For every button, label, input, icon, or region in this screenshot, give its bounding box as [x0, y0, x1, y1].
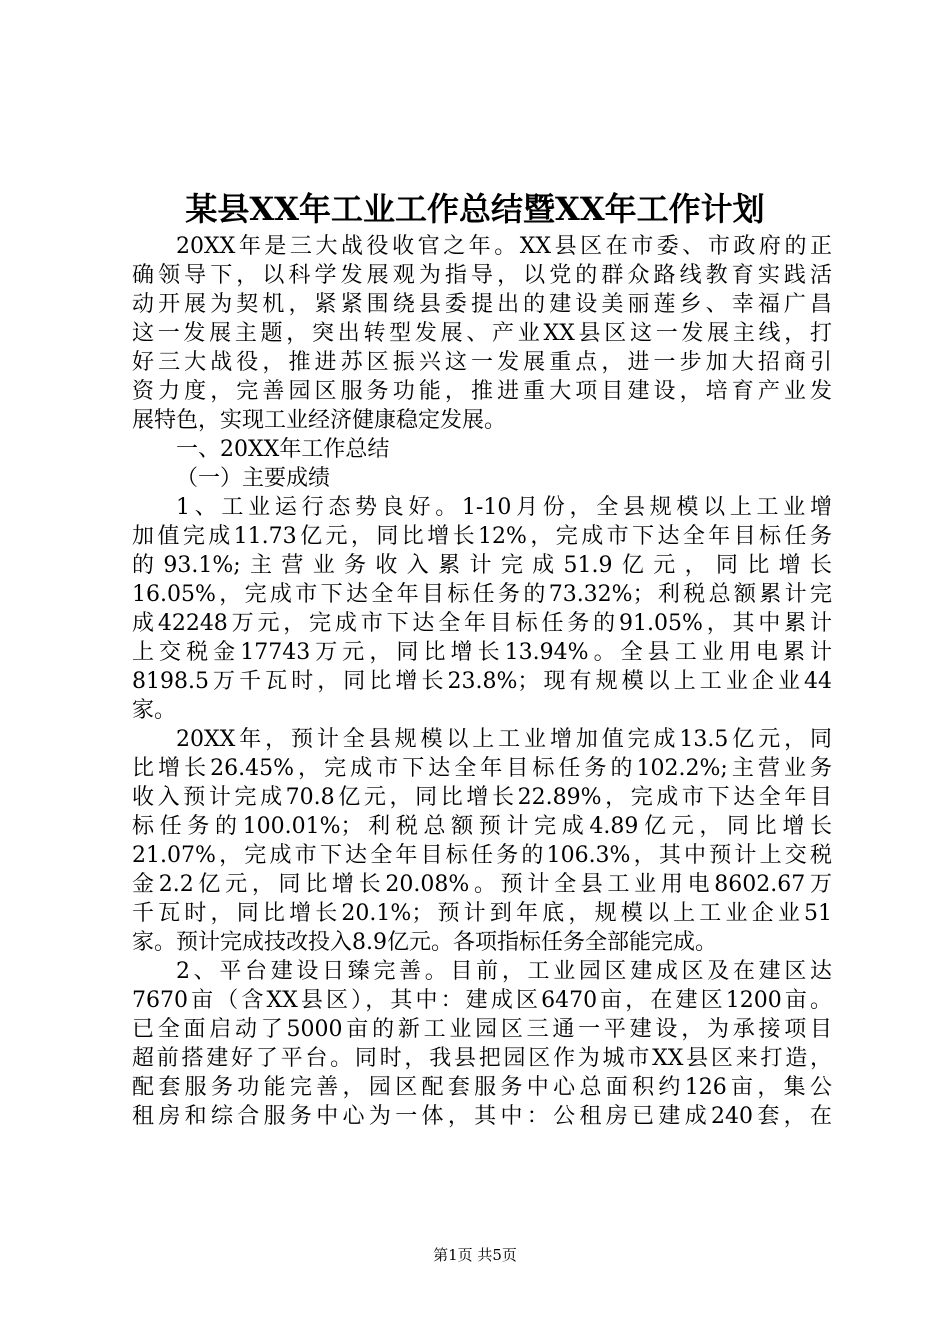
paragraph-line: 比增长26.45%，完成市下达全年目标任务的102.2%;主营业务	[132, 756, 832, 781]
section-heading: 一、20XX年工作总结	[176, 437, 390, 462]
paragraph-line: 7670亩（含XX县区），其中：建成区6470亩，在建区1200亩。	[132, 988, 832, 1013]
paragraph-line: 资力度，完善园区服务功能，推进重大项目建设，培育产业发	[132, 379, 832, 404]
paragraph-line: 成42248万元，完成市下达全年目标任务的91.05%，其中累计	[132, 611, 832, 636]
paragraph-line: 超前搭建好了平台。同时，我县把园区作为城市XX县区来打造，	[132, 1046, 832, 1071]
paragraph-line: 家。预计完成技改投入8.9亿元。各项指标任务全部能完成。	[132, 930, 717, 955]
paragraph-line: 已全面启动了5000亩的新工业园区三通一平建设，为承接项目	[132, 1017, 832, 1042]
paragraph-line: 2、平台建设日臻完善。目前，工业园区建成区及在建区达	[176, 959, 832, 984]
document-title: 某县XX年工业工作总结暨XX年工作计划	[185, 190, 765, 228]
paragraph-line: 这一发展主题，突出转型发展、产业XX县区这一发展主线，打	[132, 321, 832, 346]
page-number-footer: 第1页 共5页	[433, 1246, 517, 1264]
paragraph-line: 上交税金17743万元，同比增长13.94%。全县工业用电累计	[132, 640, 832, 665]
paragraph-line: 配套服务功能完善，园区配套服务中心总面积约126亩，集公	[132, 1075, 832, 1100]
paragraph-line: 1、工业运行态势良好。1-10月份，全县规模以上工业增	[176, 495, 832, 520]
paragraph-line: 好三大战役，推进苏区振兴这一发展重点，进一步加大招商引	[132, 350, 832, 375]
paragraph-line: 标任务的100.01%；利税总额预计完成4.89亿元，同比增长	[132, 814, 832, 839]
paragraph-line: 动开展为契机，紧紧围绕县委提出的建设美丽莲乡、幸福广昌	[132, 292, 832, 317]
paragraph-line: 20XX年是三大战役收官之年。XX县区在市委、市政府的正	[176, 234, 832, 259]
document-body	[132, 232, 832, 1131]
paragraph-line: 20XX年，预计全县规模以上工业增加值完成13.5亿元，同	[176, 727, 832, 752]
paragraph-line: 8198.5万千瓦时，同比增长23.8%；现有规模以上工业企业44	[132, 669, 832, 694]
paragraph-line: 展特色，实现工业经济健康稳定发展。	[132, 408, 507, 433]
paragraph-line: 收入预计完成70.8亿元，同比增长22.89%，完成市下达全年目	[132, 785, 832, 810]
paragraph-line: 16.05%，完成市下达全年目标任务的73.32%；利税总额累计完	[132, 582, 832, 607]
paragraph-line: 加值完成11.73亿元，同比增长12%，完成市下达全年目标任务	[132, 524, 832, 549]
paragraph-line: 确领导下，以科学发展观为指导，以党的群众路线教育实践活	[132, 263, 832, 288]
paragraph-line: 租房和综合服务中心为一体，其中：公租房已建成240套，在	[132, 1104, 832, 1129]
paragraph-line: 的93.1%;主营业务收入累计完成51.9亿元，同比增长	[132, 553, 832, 578]
paragraph-line: 金2.2亿元，同比增长20.08%。预计全县工业用电8602.67万	[132, 872, 832, 897]
subsection-heading: （一）主要成绩	[176, 466, 331, 491]
paragraph-line: 21.07%，完成市下达全年目标任务的106.3%，其中预计上交税	[132, 843, 832, 868]
paragraph-line: 千瓦时，同比增长20.1%；预计到年底，规模以上工业企业51	[132, 901, 832, 926]
paragraph-line: 家。	[132, 698, 177, 723]
